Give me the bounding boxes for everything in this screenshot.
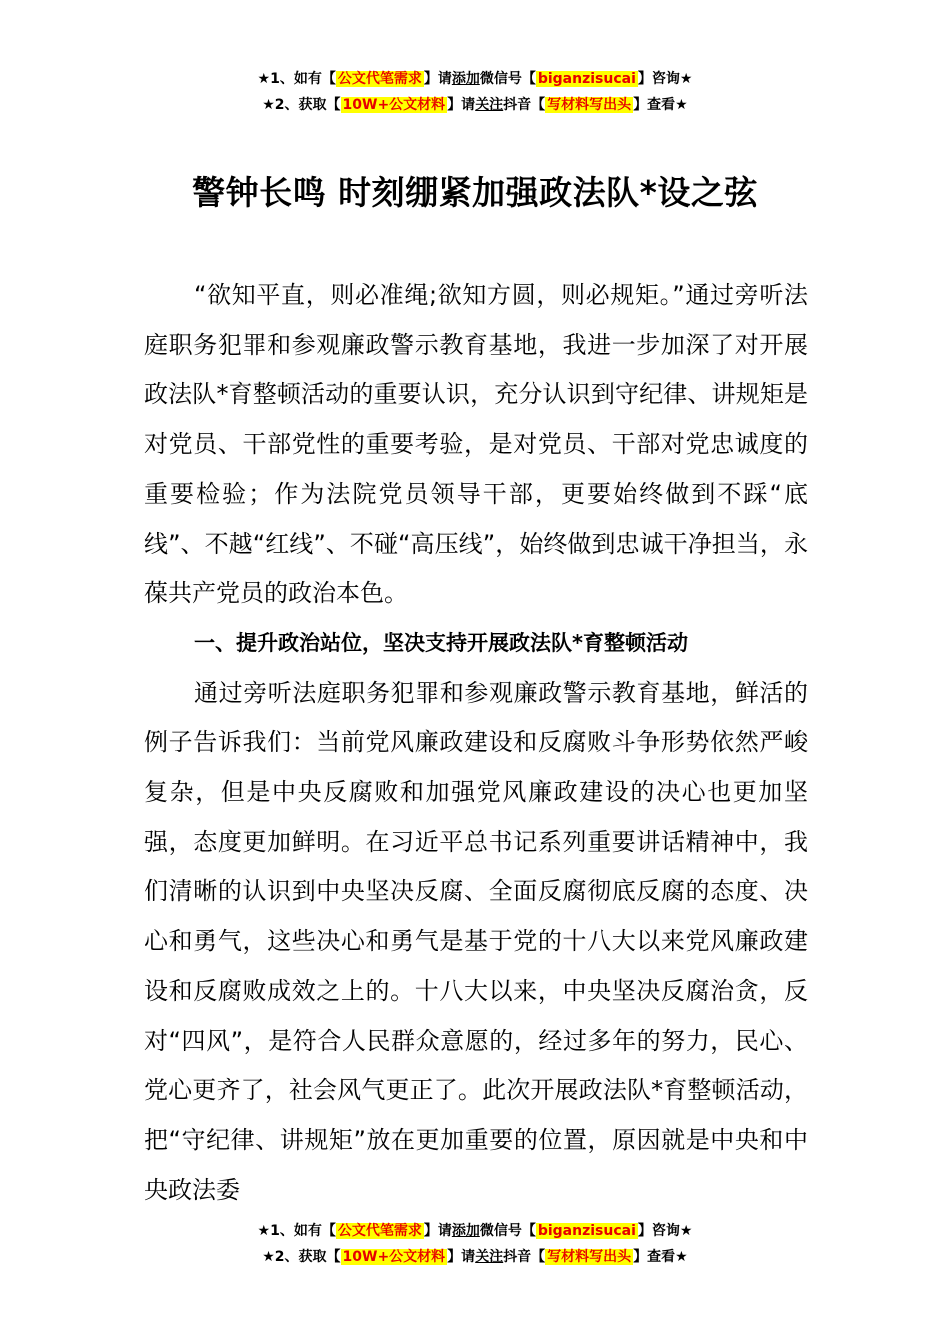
banner-highlight: 公文代笔需求	[337, 1223, 422, 1239]
banner-text: ★2、获取【	[262, 97, 341, 113]
header-banner	[0, 66, 950, 118]
banner-line-1	[0, 1218, 950, 1244]
section-heading: 一、提升政治站位，坚决支持开展政法队*育整顿活动	[194, 630, 688, 655]
banner-text: 抖音【	[503, 97, 546, 113]
banner-text: 】请	[447, 1249, 476, 1265]
document-body	[144, 271, 808, 1215]
banner-line-1	[0, 66, 950, 92]
banner-text: 】咨询★	[637, 71, 693, 87]
banner-highlight-wechat-id: biganzisucai	[537, 71, 636, 87]
banner-underlined-text: 关注	[475, 1249, 504, 1265]
banner-highlight: 公文代笔需求	[337, 71, 422, 87]
banner-highlight-wechat-id: biganzisucai	[537, 1223, 636, 1239]
banner-text: 微信号【	[479, 1223, 536, 1239]
banner-line-2	[0, 92, 950, 118]
banner-highlight: 10W+公文材料	[342, 97, 446, 113]
banner-text: 】咨询★	[637, 1223, 693, 1239]
banner-text: ★2、获取【	[262, 1249, 341, 1265]
banner-text: 】查看★	[633, 97, 688, 113]
banner-text: 抖音【	[503, 1249, 546, 1265]
banner-highlight: 10W+公文材料	[342, 1249, 446, 1265]
body-paragraph: 通过旁听法庭职务犯罪和参观廉政警示教育基地，鲜活的例子告诉我们：当前党风廉政建设和反腐败斗争形势依然严峻复杂，但是中央反腐败和加强党风廉政建设的决心也更加坚强，态度更加鲜明。在习近平总书记系列重要讲话精神中，我们清晰的认识到中央坚决反腐、全面反腐彻底反腐的态度、决心和勇气，这些决心和勇气是基于党的十八大以来党风廉政建设和反腐败成效之上的。十八大以来，中央坚决反腐治贪，反对“四风”，是符合人民群众意愿的，经过多年的努力，民心、党心更齐了，社会风气更正了。此次开展政法队*育整顿活动，把“守纪律、讲规矩”放在更加重要的位置，原因就是中央和中央政法委	[144, 678, 808, 1204]
footer-banner	[0, 1218, 950, 1270]
body-paragraph: “欲知平直，则必准绳;欲知方圆，则必规矩。”通过旁听法庭职务犯罪和参观廉政警示教育基地，我进一步加深了对开展政法队*育整顿活动的重要认识，充分认识到守纪律、讲规矩是对党员、干部党性的重要考验，是对党员、干部对党忠诚度的重要检验；作为法院党员领导干部，更要始终做到不踩“底线”、不越“红线”、不碰“高压线”，始终做到忠诚干净担当，永葆共产党员的政治本色。	[144, 281, 808, 608]
banner-underlined-text: 添加	[451, 71, 480, 87]
banner-highlight-douyin-id: 写材料写出头	[547, 97, 632, 113]
banner-text: 】查看★	[633, 1249, 688, 1265]
banner-text: 】请	[447, 97, 476, 113]
document-title: 警钟长鸣 时刻绷紧加强政法队*设之弦	[192, 173, 758, 212]
banner-text: ★1、如有【	[257, 71, 336, 87]
banner-underlined-text: 关注	[475, 97, 504, 113]
banner-text: 微信号【	[479, 71, 536, 87]
banner-text: 】请	[423, 71, 452, 87]
banner-text: 】请	[423, 1223, 452, 1239]
banner-line-2	[0, 1244, 950, 1270]
banner-text: ★1、如有【	[257, 1223, 336, 1239]
banner-underlined-text: 添加	[451, 1223, 480, 1239]
banner-highlight-douyin-id: 写材料写出头	[547, 1249, 632, 1265]
